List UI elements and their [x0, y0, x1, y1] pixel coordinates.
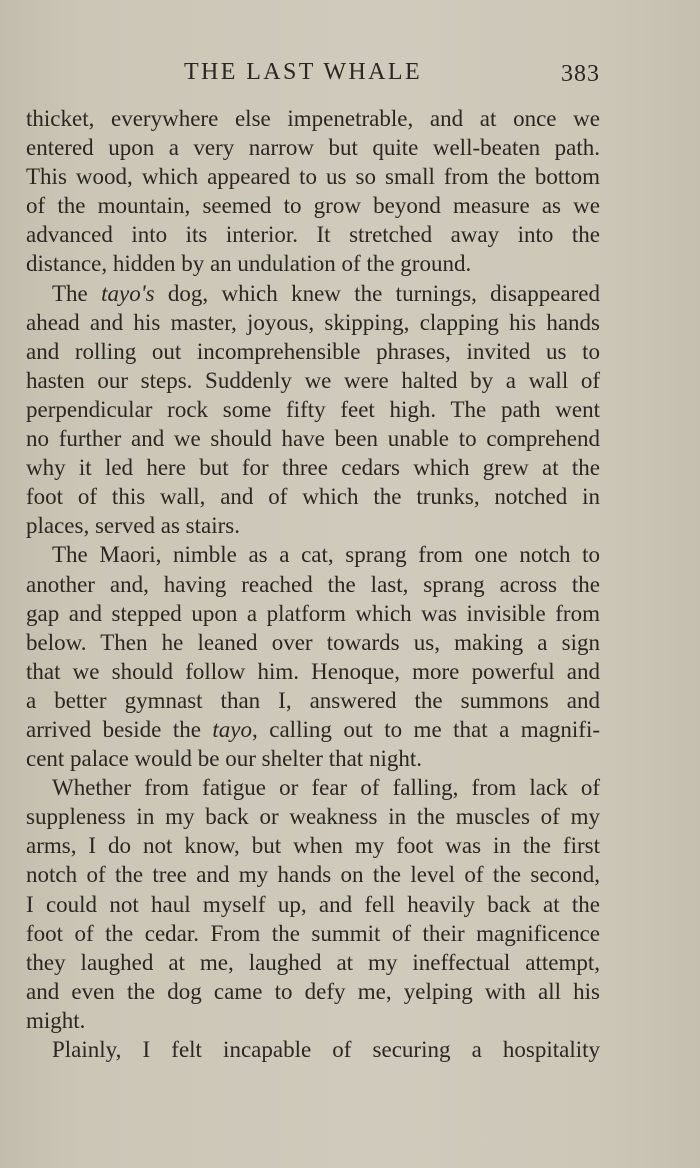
page-number: 383 [561, 61, 600, 87]
text-line: distance, hidden by an undulation of the ground. [26, 251, 472, 277]
text-line: suppleness in my back or weakness in the muscles of my [26, 804, 600, 830]
text-line [26, 715, 600, 744]
text-line: gap and stepped upon a platform which was invisible from [26, 600, 600, 626]
italic-word: tayo [212, 716, 253, 742]
body-text [26, 104, 600, 1064]
text-span: arrived beside the [26, 716, 213, 742]
text-line: This wood, which appeared to us so small from the bottom [26, 164, 600, 190]
running-title: THE LAST WHALE [184, 59, 423, 85]
text-line: I could not haul myself up, and fell heavily back at the [26, 891, 600, 917]
text-line: places, served as stairs. [26, 513, 240, 539]
text-line: and even the dog came to defy me, yelping with all his [26, 978, 600, 1004]
text-line: and rolling out incomprehensible phrases, invited us to [26, 338, 600, 364]
text-line: might. [26, 1007, 86, 1033]
text-line: of the mountain, seemed to grow beyond measure as we [26, 193, 600, 219]
text-line: thicket, everywhere else impenetrable, and at once we [26, 106, 600, 131]
text-line: Plainly, I felt incapable of securing a hospitality [52, 1037, 600, 1062]
text-line: advanced into its interior. It stretched away into the [26, 222, 600, 248]
text-line: ahead and his master, joyous, skipping, clapping his hands [26, 309, 600, 335]
text-line: foot of this wall, and of which the trunks, notched in [26, 484, 600, 510]
text-span: The [52, 280, 102, 306]
text-line: that we should follow him. Henoque, more powerful and [26, 658, 600, 684]
text-line: below. Then he leaned over towards us, making a sign [26, 629, 600, 655]
text-line: notch of the tree and my hands on the level of the second, [26, 862, 600, 888]
text-line: perpendicular rock some fifty feet high. The path went [26, 396, 600, 422]
text-line: no further and we should have been unable to comprehend [26, 426, 600, 452]
text-line: Whether from fatigue or fear of falling, from lack of [52, 775, 600, 801]
text-span: dog, which knew the turnings, disappeared [154, 280, 600, 306]
text-line: hasten our steps. Suddenly we were halted by a wall of [26, 367, 600, 393]
running-head [26, 56, 600, 90]
text-line: The Maori, nimble as a cat, sprang from one notch to [52, 542, 600, 568]
text-line: another and, having reached the last, sprang across the [26, 571, 600, 597]
text-span: , calling out to me that a magnifi- [252, 716, 600, 742]
text-line: arms, I do not know, but when my foot was in the first [26, 833, 600, 859]
text-line: foot of the cedar. From the summit of their magnificence [26, 920, 600, 946]
italic-word: tayo's [101, 280, 155, 306]
text-line: entered upon a very narrow but quite well-beaten path. [26, 135, 600, 161]
text-line: they laughed at me, laughed at my ineffectual attempt, [26, 949, 600, 975]
text-line: a better gymnast than I, answered the summons and [26, 687, 600, 713]
text-line: why it led here but for three cedars which grew at the [26, 455, 600, 481]
text-line: cent palace would be our shelter that night. [26, 746, 422, 772]
text-line [26, 279, 600, 308]
